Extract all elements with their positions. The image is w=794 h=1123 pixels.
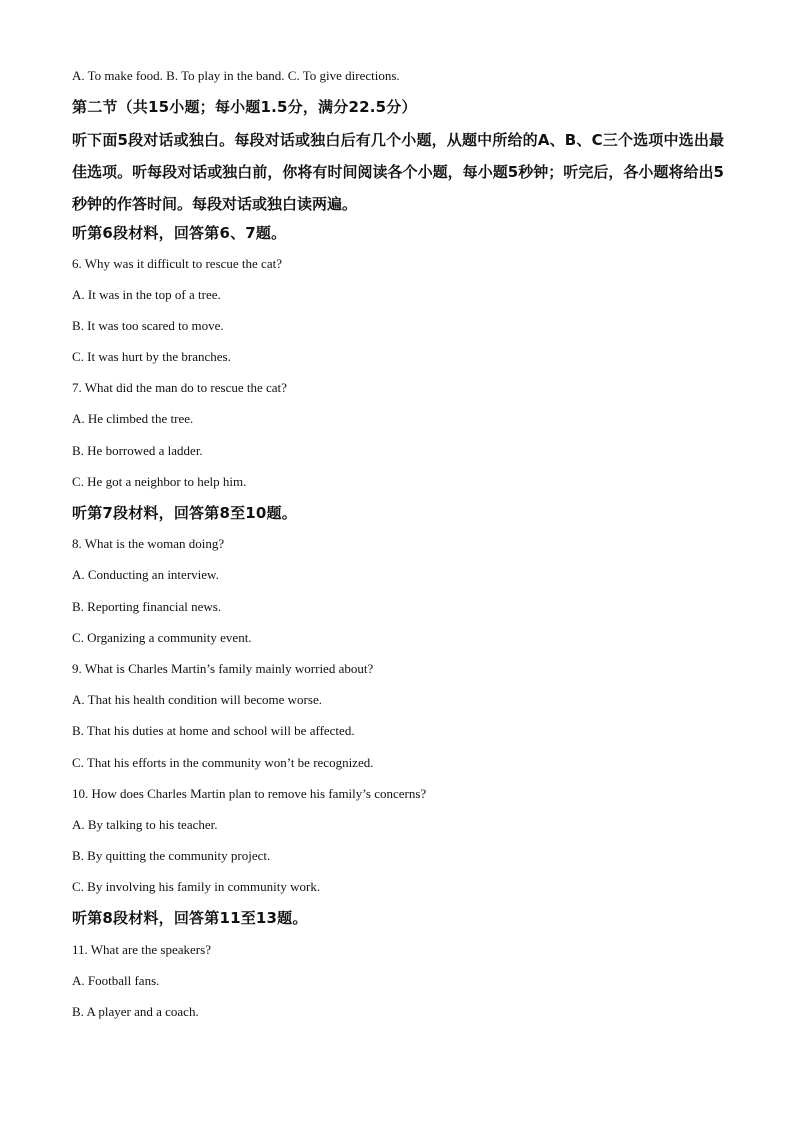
question-8: 8. What is the woman doing? — [72, 536, 225, 551]
question-9: 9. What is Charles Martin’s family mainly worried about? — [72, 661, 374, 676]
question-6-option-a: A. It was in the top of a tree. — [72, 287, 221, 302]
question-6: 6. Why was it difficult to rescue the cat? — [72, 256, 282, 271]
material-7-heading: 听第7段材料，回答第8至10题。 — [72, 504, 297, 522]
question-7-option-c: C. He got a neighbor to help him. — [72, 474, 247, 489]
question-8-option-c: C. Organizing a community event. — [72, 630, 252, 645]
question-8-option-b: B. Reporting financial news. — [72, 599, 222, 614]
question-6-option-b: B. It was too scared to move. — [72, 318, 224, 333]
question-9-option-c: C. That his efforts in the community won’t be recognized. — [72, 755, 374, 770]
section-heading: 第二节（共15小题；每小题1.5分，满分22.5分） — [72, 98, 417, 116]
options-line-q5: A. To make food. B. To play in the band. C. To give directions. — [72, 68, 400, 83]
question-7-option-a: A. He climbed the tree. — [72, 411, 194, 426]
question-6-option-c: C. It was hurt by the branches. — [72, 349, 231, 364]
question-7: 7. What did the man do to rescue the cat? — [72, 380, 287, 395]
material-6-heading: 听第6段材料，回答第6、7题。 — [72, 224, 287, 242]
question-10-option-a: A. By talking to his teacher. — [72, 817, 218, 832]
question-11-option-b: B. A player and a coach. — [72, 1004, 199, 1019]
question-9-option-b: B. That his duties at home and school will be affected. — [72, 723, 355, 738]
question-8-option-a: A. Conducting an interview. — [72, 567, 219, 582]
section-instructions: 听下面5段对话或独白。每段对话或独白后有几个小题，从题中所给的A、B、C三个选项中选出最佳选项。听每段对话或独白前，你将有时间阅读各个小题，每小题5秒钟；听完后，各小题将给出5秒钟的作答时间。每段对话或独白读两遍。 — [72, 131, 724, 213]
question-10-option-b: B. By quitting the community project. — [72, 848, 271, 863]
question-11: 11. What are the speakers? — [72, 942, 211, 957]
question-9-option-a: A. That his health condition will become worse. — [72, 692, 322, 707]
material-8-heading: 听第8段材料，回答第11至13题。 — [72, 909, 308, 927]
question-11-option-a: A. Football fans. — [72, 973, 160, 988]
question-10-option-c: C. By involving his family in community work. — [72, 879, 321, 894]
question-10: 10. How does Charles Martin plan to remove his family’s concerns? — [72, 786, 427, 801]
question-7-option-b: B. He borrowed a ladder. — [72, 443, 203, 458]
